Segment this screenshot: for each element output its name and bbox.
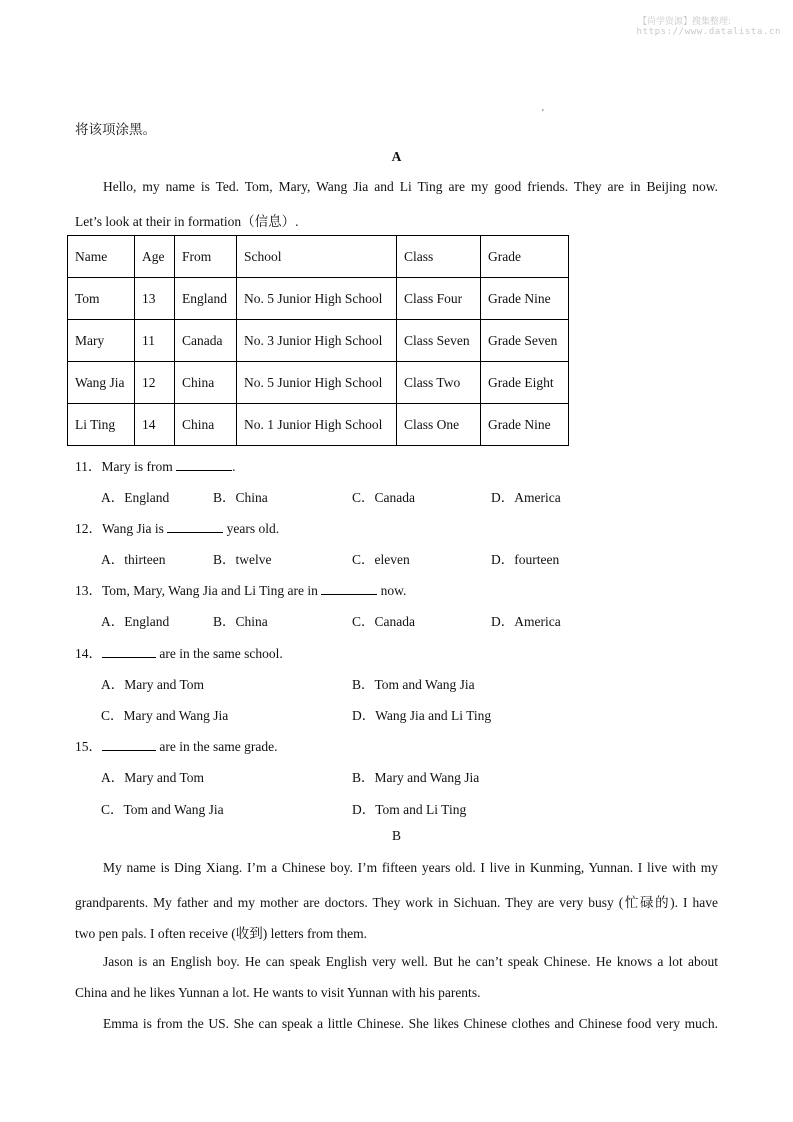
question-number: 12．	[75, 521, 102, 536]
table-cell: Grade Seven	[481, 320, 569, 362]
option-d[interactable]: D．America	[491, 490, 561, 505]
option-c[interactable]: C．Canada	[352, 490, 415, 505]
question-text: Wang Jia is	[102, 521, 168, 536]
table-cell: 13	[135, 278, 175, 320]
table-cell: China	[175, 362, 237, 404]
question-14	[75, 642, 283, 662]
option-c[interactable]: C．Mary and Wang Jia	[101, 708, 229, 723]
question-number: 14．	[75, 646, 102, 661]
question-text: years old.	[223, 521, 280, 536]
section-b-title: B	[391, 828, 401, 843]
table-cell: No. 3 Junior High School	[237, 320, 397, 362]
table-cell: Canada	[175, 320, 237, 362]
option-a[interactable]: A．Mary and Tom	[101, 770, 205, 785]
table-row	[68, 362, 569, 404]
answer-blank[interactable]	[102, 738, 156, 751]
question-number: 11．	[75, 459, 102, 474]
table-cell: Grade Nine	[481, 278, 569, 320]
table-cell: Class One	[397, 404, 481, 446]
table-cell: Class Seven	[397, 320, 481, 362]
table-cell: 11	[135, 320, 175, 362]
table-cell: Mary	[68, 320, 135, 362]
table-cell: Grade Nine	[481, 404, 569, 446]
option-a[interactable]: A．Mary and Tom	[101, 677, 205, 692]
option-c[interactable]: C．Canada	[352, 614, 415, 629]
question-12	[75, 517, 279, 537]
table-cell: England	[175, 278, 237, 320]
table-cell: Tom	[68, 278, 135, 320]
question-number: 15．	[75, 739, 102, 754]
table-cell: China	[175, 404, 237, 446]
table-header-row	[68, 236, 569, 278]
question-text: are in the same grade.	[156, 739, 278, 754]
table-cell: Class Four	[397, 278, 481, 320]
option-b[interactable]: B．China	[213, 614, 268, 629]
option-a[interactable]: A．England	[101, 614, 170, 629]
option-a[interactable]: A．England	[101, 490, 170, 505]
watermark-source: 【尚学资源】搜集整理:	[637, 17, 731, 27]
question-13	[75, 579, 406, 599]
option-b[interactable]: B．twelve	[213, 552, 272, 567]
option-b[interactable]: B．Mary and Wang Jia	[352, 770, 480, 785]
table-cell: Wang Jia	[68, 362, 135, 404]
option-d[interactable]: D．Wang Jia and Li Ting	[352, 708, 492, 723]
info-table	[67, 235, 569, 446]
question-text: .	[232, 459, 236, 474]
option-a[interactable]: A．thirteen	[101, 552, 166, 567]
answer-blank[interactable]	[321, 582, 377, 595]
option-b[interactable]: B．Tom and Wang Jia	[352, 677, 475, 692]
table-cell: 12	[135, 362, 175, 404]
passage-line: China and he likes Yunnan a lot. He wants to visit Yunnan with his parents.	[75, 985, 481, 1000]
stray-mark: '	[542, 108, 544, 119]
passage-line: grandparents. My father and my mother are doctors. They work in Sichuan. They are very busy (忙碌的). I have	[75, 895, 718, 910]
table-cell: No. 5 Junior High School	[237, 362, 397, 404]
header-age: Age	[135, 236, 175, 278]
intro-text: 将该项涂黑。	[75, 122, 156, 137]
header-school: School	[237, 236, 397, 278]
table-cell: No. 1 Junior High School	[237, 404, 397, 446]
option-c[interactable]: C．eleven	[352, 552, 410, 567]
watermark-url: https://www.datalista.cn	[636, 27, 781, 37]
section-a-para-line2: Let’s look at their in formation（信息）.	[75, 214, 299, 229]
option-c[interactable]: C．Tom and Wang Jia	[101, 802, 224, 817]
table-cell: 14	[135, 404, 175, 446]
header-class: Class	[397, 236, 481, 278]
option-d[interactable]: D．America	[491, 614, 561, 629]
table-row	[68, 404, 569, 446]
answer-blank[interactable]	[176, 458, 232, 471]
question-text: Tom, Mary, Wang Jia and Li Ting are in	[102, 583, 322, 598]
question-text: now.	[377, 583, 407, 598]
table-row	[68, 278, 569, 320]
table-cell: Class Two	[397, 362, 481, 404]
option-b[interactable]: B．China	[213, 490, 268, 505]
question-text: are in the same school.	[156, 646, 283, 661]
answer-blank[interactable]	[102, 645, 156, 658]
table-row	[68, 320, 569, 362]
question-number: 13．	[75, 583, 102, 598]
table-cell: Li Ting	[68, 404, 135, 446]
section-a-para-line1: Hello, my name is Ted. Tom, Mary, Wang Jia and Li Ting are my good friends. They are in Beijing now.	[103, 179, 718, 194]
question-text: Mary is from	[101, 459, 177, 474]
question-15	[75, 735, 277, 755]
table-cell: Grade Eight	[481, 362, 569, 404]
section-a-title: A	[391, 149, 402, 164]
passage-line: Jason is an English boy. He can speak English very well. But he can’t speak Chinese. He knows a lot about	[103, 954, 718, 969]
option-d[interactable]: D．Tom and Li Ting	[352, 802, 467, 817]
passage-line: My name is Ding Xiang. I’m a Chinese boy. I’m fifteen years old. I live in Kunming, Yunnan. I live with my	[103, 860, 718, 875]
header-grade: Grade	[481, 236, 569, 278]
passage-line: two pen pals. I often receive (收到) letters from them.	[75, 926, 368, 941]
header-name: Name	[68, 236, 135, 278]
question-11	[75, 455, 236, 475]
option-d[interactable]: D．fourteen	[491, 552, 560, 567]
header-from: From	[175, 236, 237, 278]
table-cell: No. 5 Junior High School	[237, 278, 397, 320]
passage-line: Emma is from the US. She can speak a little Chinese. She likes Chinese clothes and Chinese food very much.	[103, 1016, 718, 1031]
answer-blank[interactable]	[167, 520, 223, 533]
